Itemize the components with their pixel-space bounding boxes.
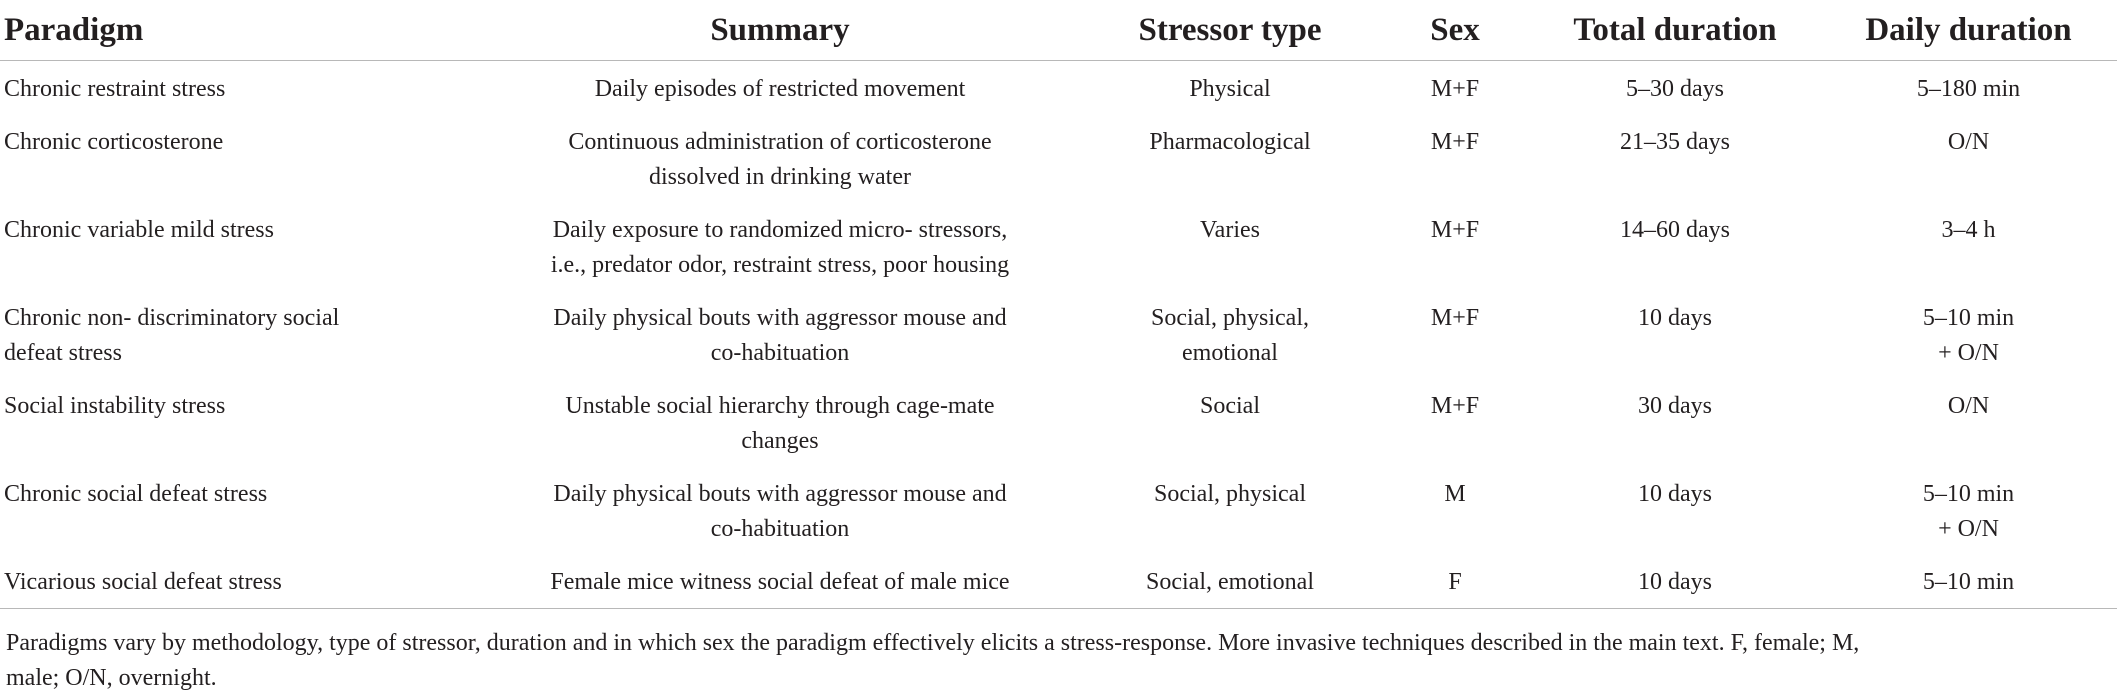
header-stressor-type: Stressor type bbox=[1080, 0, 1380, 61]
footnote-line: Paradigms vary by methodology, type of stressor, duration and in which sex the paradigm effectively elicits a stress-response. More invasive techniques described in the main text. F, female; M, bbox=[6, 630, 1860, 656]
cell-summary bbox=[480, 378, 1080, 466]
cell-summary bbox=[480, 466, 1080, 554]
table-row bbox=[0, 290, 2117, 378]
table-row bbox=[0, 202, 2117, 290]
cell-line: Chronic corticosterone bbox=[4, 129, 224, 155]
cell-daily-duration bbox=[1820, 114, 2117, 202]
cell-paradigm bbox=[0, 554, 480, 609]
cell-stressor-type bbox=[1080, 290, 1380, 378]
cell-line: co-habituation bbox=[710, 340, 850, 366]
cell-summary bbox=[480, 290, 1080, 378]
cell-daily-duration bbox=[1820, 554, 2117, 609]
cell-sex: M+F bbox=[1430, 393, 1480, 419]
cell-total-duration: 14–60 days bbox=[1620, 217, 1730, 243]
cell-line: Social, emotional bbox=[1146, 569, 1314, 595]
cell-line: Unstable social hierarchy through cage-mate bbox=[565, 393, 995, 419]
cell-daily-duration bbox=[1820, 466, 2117, 554]
cell-sex: M+F bbox=[1430, 305, 1480, 331]
cell-total-duration: 10 days bbox=[1530, 554, 1820, 609]
header-row bbox=[0, 0, 2117, 61]
cell-daily-duration bbox=[1820, 290, 2117, 378]
cell-summary bbox=[480, 202, 1080, 290]
cell-line: Chronic non- discriminatory social bbox=[4, 305, 340, 331]
cell-line: Female mice witness social defeat of male mice bbox=[550, 569, 1010, 595]
cell-line: Social, physical, bbox=[1151, 305, 1309, 331]
cell-line: emotional bbox=[1182, 340, 1278, 366]
cell-summary bbox=[480, 554, 1080, 609]
cell-daily-duration bbox=[1820, 202, 2117, 290]
cell-line: Vicarious social defeat stress bbox=[4, 569, 282, 595]
cell-sex: M+F bbox=[1430, 217, 1480, 243]
cell-line: Daily physical bouts with aggressor mouse and bbox=[553, 481, 1007, 507]
cell-paradigm bbox=[0, 466, 480, 554]
cell-sex: F bbox=[1380, 554, 1530, 609]
cell-line: dissolved in drinking water bbox=[649, 164, 911, 190]
table-header bbox=[0, 0, 2117, 61]
table-row bbox=[0, 554, 2117, 609]
cell-line: Daily physical bouts with aggressor mouse and bbox=[553, 305, 1007, 331]
header-sex: Sex bbox=[1380, 0, 1530, 61]
cell-total-duration: 10 days bbox=[1638, 481, 1712, 507]
cell-sex: M+F bbox=[1430, 129, 1480, 155]
cell-line: O/N bbox=[1947, 129, 1990, 155]
cell-stressor-type bbox=[1080, 202, 1380, 290]
cell-sex: M bbox=[1444, 481, 1466, 507]
cell-line: Daily episodes of restricted movement bbox=[594, 76, 966, 102]
cell-stressor-type bbox=[1080, 61, 1380, 115]
cell-paradigm bbox=[0, 114, 480, 202]
header-summary: Summary bbox=[480, 0, 1080, 61]
cell-line: defeat stress bbox=[4, 340, 122, 366]
table-row bbox=[0, 61, 2117, 115]
cell-line: Chronic variable mild stress bbox=[4, 217, 274, 243]
cell-daily-duration bbox=[1820, 378, 2117, 466]
table-footnote bbox=[6, 626, 2110, 696]
cell-line: Pharmacological bbox=[1149, 129, 1311, 155]
footnote-line: male; O/N, overnight. bbox=[6, 665, 217, 691]
cell-line: changes bbox=[741, 428, 819, 454]
cell-summary bbox=[480, 61, 1080, 115]
cell-total-duration: 5–30 days bbox=[1626, 76, 1724, 102]
table-row bbox=[0, 378, 2117, 466]
cell-line: O/N bbox=[1947, 393, 1990, 419]
cell-paradigm bbox=[0, 378, 480, 466]
table-row bbox=[0, 466, 2117, 554]
cell-paradigm bbox=[0, 202, 480, 290]
cell-line: 5–180 min bbox=[1916, 76, 2021, 102]
cell-line: Social, physical bbox=[1154, 481, 1306, 507]
header-total-duration: Total duration bbox=[1530, 0, 1820, 61]
cell-paradigm bbox=[0, 290, 480, 378]
cell-line: + O/N bbox=[1938, 516, 1999, 542]
table-row bbox=[0, 114, 2117, 202]
cell-line: Chronic restraint stress bbox=[4, 76, 226, 102]
cell-line: 5–10 min bbox=[1922, 481, 2015, 507]
header-daily-duration: Daily duration bbox=[1820, 0, 2117, 61]
cell-stressor-type bbox=[1080, 114, 1380, 202]
cell-total-duration: 10 days bbox=[1638, 305, 1712, 331]
table-body bbox=[0, 61, 2117, 609]
cell-summary bbox=[480, 114, 1080, 202]
cell-line: Chronic social defeat stress bbox=[4, 481, 268, 507]
cell-line: i.e., predator odor, restraint stress, poor housing bbox=[550, 252, 1010, 278]
cell-line: 3–4 h bbox=[1941, 217, 1996, 243]
cell-line: Continuous administration of corticosterone bbox=[568, 129, 992, 155]
cell-total-duration: 30 days bbox=[1638, 393, 1712, 419]
header-paradigm: Paradigm bbox=[0, 0, 480, 61]
cell-line: Social instability stress bbox=[4, 393, 226, 419]
cell-daily-duration bbox=[1820, 61, 2117, 115]
cell-sex: M+F bbox=[1430, 76, 1480, 102]
cell-stressor-type bbox=[1080, 466, 1380, 554]
cell-line: 5–10 min bbox=[1922, 305, 2015, 331]
cell-line: Social bbox=[1200, 393, 1260, 419]
cell-line: Daily exposure to randomized micro- stressors, bbox=[552, 217, 1008, 243]
cell-line: Physical bbox=[1189, 76, 1271, 102]
cell-stressor-type bbox=[1080, 378, 1380, 466]
cell-line: co-habituation bbox=[710, 516, 850, 542]
cell-paradigm bbox=[0, 61, 480, 115]
cell-line: + O/N bbox=[1938, 340, 1999, 366]
cell-line: Varies bbox=[1200, 217, 1260, 243]
cell-stressor-type bbox=[1080, 554, 1380, 609]
cell-total-duration: 21–35 days bbox=[1620, 129, 1730, 155]
cell-line: 5–10 min bbox=[1922, 569, 2015, 595]
